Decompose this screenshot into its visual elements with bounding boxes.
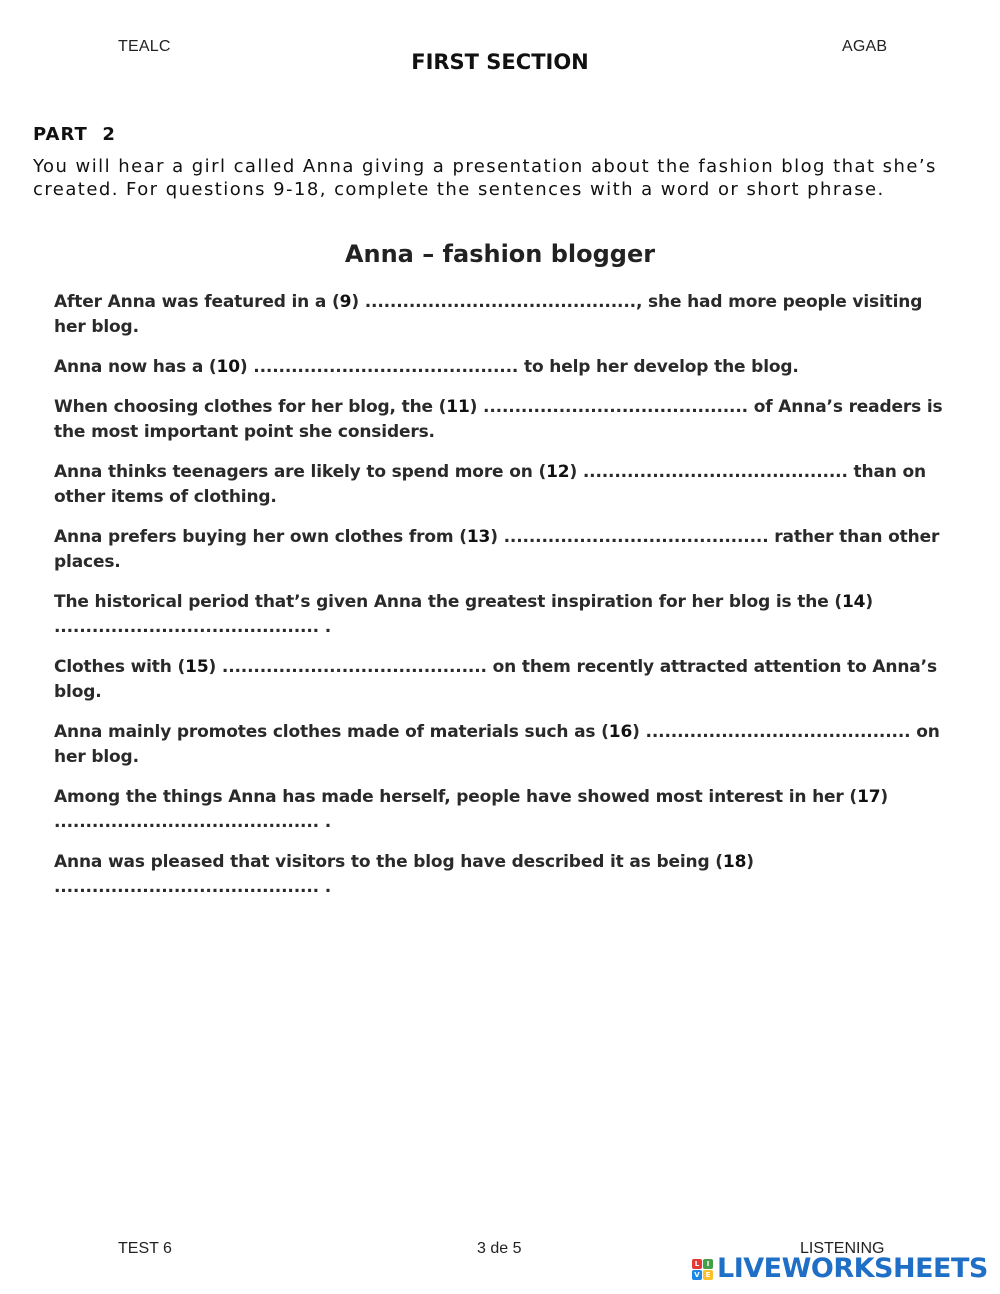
- footer-section-label: LISTENING: [800, 1240, 885, 1257]
- question-number: 17: [857, 787, 881, 807]
- liveworksheets-wordmark: LIVEWORKSHEETS: [717, 1253, 988, 1284]
- question-list: [54, 290, 959, 915]
- footer-test-label: TEST 6: [118, 1240, 172, 1257]
- question-text-after[interactable]: ) .......................................... .: [54, 787, 889, 832]
- question-18: [54, 850, 959, 900]
- question-13: [54, 525, 959, 575]
- question-text-after[interactable]: ) .......................................... on her blog.: [54, 722, 940, 767]
- question-text-after[interactable]: ) ..........................................., she had more people visiting her blog.: [54, 292, 923, 337]
- question-text-before: Clothes with (: [54, 657, 186, 677]
- question-10: [54, 355, 959, 380]
- question-17: [54, 785, 959, 835]
- question-text-after[interactable]: ) .......................................... to help her develop the blog.: [239, 357, 799, 377]
- question-number: 10: [216, 357, 240, 377]
- section-title: FIRST SECTION: [411, 50, 589, 74]
- header-right-label: AGAB: [842, 38, 888, 55]
- question-text-after[interactable]: ) .......................................... of Anna’s readers is the most important point she considers.: [54, 397, 943, 442]
- question-text-before: After Anna was featured in a (: [54, 292, 340, 312]
- liveworksheets-mark-icon: [692, 1259, 713, 1280]
- question-text-after[interactable]: ) .......................................... on them recently attracted attention to Anna’s blog.: [54, 657, 937, 702]
- question-number: 11: [446, 397, 470, 417]
- question-number: 12: [546, 462, 570, 482]
- question-14: [54, 590, 959, 640]
- question-text-after[interactable]: ) .......................................... than on other items of clothing.: [54, 462, 926, 507]
- logo-mark-letter: L: [692, 1259, 702, 1269]
- logo-mark-letter: V: [692, 1270, 702, 1280]
- part-label: PART 2: [33, 124, 116, 145]
- liveworksheets-logo[interactable]: [692, 1254, 988, 1284]
- question-15: [54, 655, 959, 705]
- question-number: 13: [466, 527, 491, 547]
- question-number: 18: [722, 852, 747, 872]
- question-text-before: Anna mainly promotes clothes made of materials such as (: [54, 722, 609, 742]
- question-text-after[interactable]: ) .......................................... .: [54, 592, 873, 637]
- footer-page-number: 3 de 5: [477, 1240, 522, 1257]
- question-text-after[interactable]: ) .......................................... rather than other places.: [54, 527, 940, 572]
- question-number: 14: [841, 592, 866, 612]
- question-text-after[interactable]: ) .......................................... .: [54, 852, 754, 897]
- logo-mark-letter: E: [703, 1270, 713, 1280]
- question-number: 16: [608, 722, 633, 742]
- instructions-text: You will hear a girl called Anna giving a presentation about the fashion blog that she’s created. For questions 9-18, complete the sentences with a word or short phrase.: [33, 156, 937, 200]
- header-left-label: TEALC: [118, 38, 171, 55]
- question-text-before: The historical period that’s given Anna the greatest inspiration for her blog is the (: [54, 592, 842, 612]
- question-16: [54, 720, 959, 770]
- logo-mark-letter: I: [703, 1259, 713, 1269]
- question-text-before: Anna thinks teenagers are likely to spend more on (: [54, 462, 547, 482]
- task-title: Anna – fashion blogger: [344, 240, 656, 268]
- question-text-before: When choosing clothes for her blog, the (: [54, 397, 447, 417]
- question-number: 9: [339, 292, 352, 312]
- question-text-before: Anna now has a (: [54, 357, 217, 377]
- question-9: [54, 290, 959, 340]
- question-text-before: Anna was pleased that visitors to the blog have described it as being (: [54, 852, 723, 872]
- question-number: 15: [185, 657, 209, 677]
- question-text-before: Among the things Anna has made herself, people have showed most interest in her (: [54, 787, 858, 807]
- question-12: [54, 460, 959, 510]
- question-11: [54, 395, 959, 445]
- question-text-before: Anna prefers buying her own clothes from (: [54, 527, 467, 547]
